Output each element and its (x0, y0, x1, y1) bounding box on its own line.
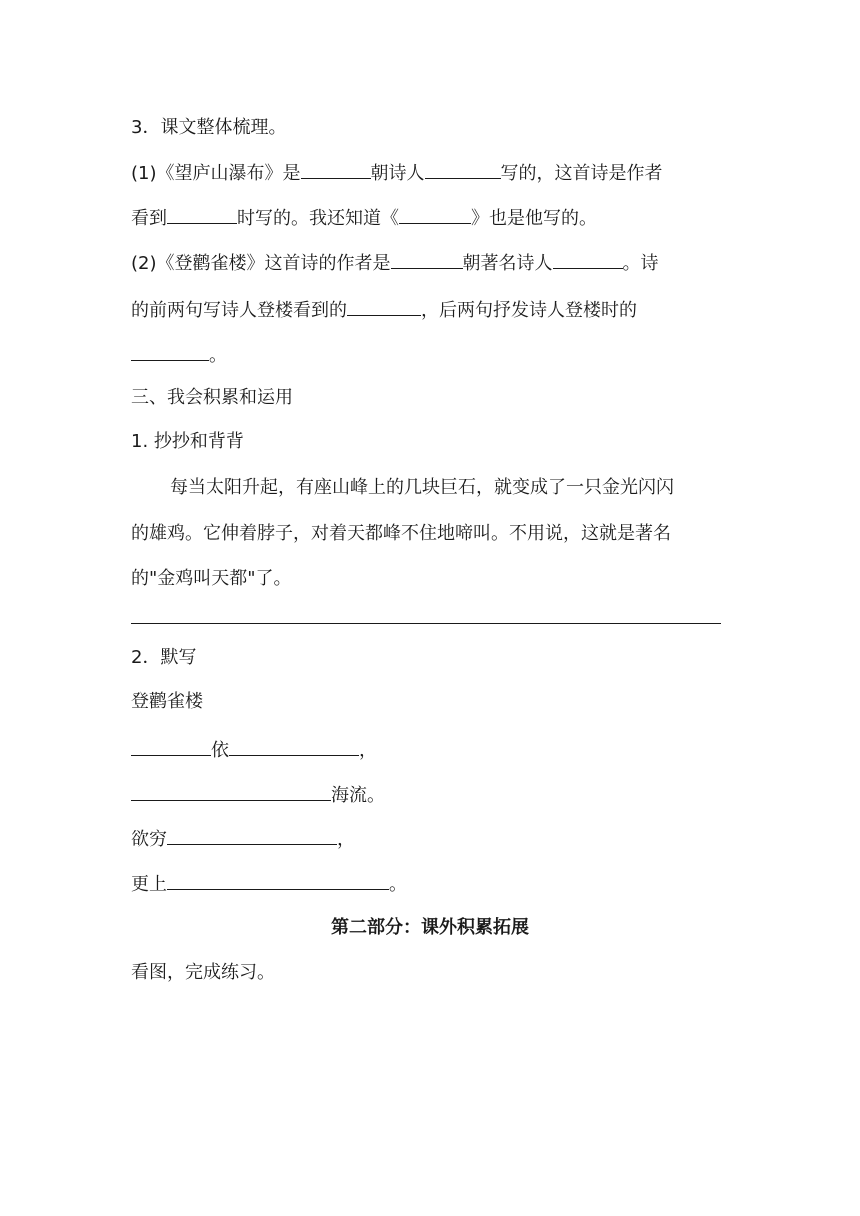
answer-blank[interactable] (131, 737, 211, 756)
section-three-title: 三、我会积累和运用 (131, 387, 293, 408)
passage-line-3: 的"金鸡叫天都"了。 (131, 568, 292, 589)
poem-line-4: 更上 。 (131, 871, 407, 897)
answer-blank[interactable] (167, 826, 337, 845)
look-picture-instruction: 看图，完成练习。 (131, 962, 275, 983)
copy-recite-title: 1. 抄抄和背背 (131, 431, 244, 452)
answer-blank[interactable] (391, 250, 463, 269)
poem-line-2: 海流。 (131, 782, 385, 808)
answer-blank[interactable] (347, 297, 421, 316)
passage-line-1: 每当太阳升起，有座山峰上的几块巨石，就变成了一只金光闪闪 (170, 477, 674, 498)
answer-blank[interactable] (425, 160, 501, 179)
question-1-line-1: (1)《望庐山瀑布》是 朝诗人 写的，这首诗是作者 (131, 160, 663, 186)
passage-line-2: 的雄鸡。它伸着脖子，对着天都峰不住地啼叫。不用说，这就是著名 (131, 523, 671, 544)
poem-title: 登鹳雀楼 (131, 691, 203, 712)
answer-blank[interactable] (131, 782, 331, 801)
question-2-line-3: 。 (131, 342, 227, 368)
answer-blank[interactable] (131, 342, 209, 361)
question-2-line-1: (2)《登鹳雀楼》这首诗的作者是 朝著名诗人 。诗 (131, 250, 659, 276)
answer-blank[interactable] (301, 160, 371, 179)
section-3-title: 3．课文整体梳理。 (131, 117, 287, 138)
poem-line-3: 欲穷 ， (131, 826, 355, 852)
answer-blank[interactable] (167, 871, 389, 890)
question-1-line-2: 看到 时写的。我还知道《 》也是他写的。 (131, 205, 597, 231)
answer-blank[interactable] (399, 205, 471, 224)
part-two-title: 第二部分：课外积累拓展 (331, 917, 529, 938)
answer-blank[interactable] (167, 205, 237, 224)
copy-writing-line[interactable] (131, 623, 721, 624)
answer-blank[interactable] (229, 737, 359, 756)
poem-line-1: 依 ， (131, 737, 377, 763)
answer-blank[interactable] (553, 250, 623, 269)
question-2-line-2: 的前两句写诗人登楼看到的 ，后两句抒发诗人登楼时的 (131, 297, 637, 323)
dictation-title: 2．默写 (131, 647, 197, 668)
